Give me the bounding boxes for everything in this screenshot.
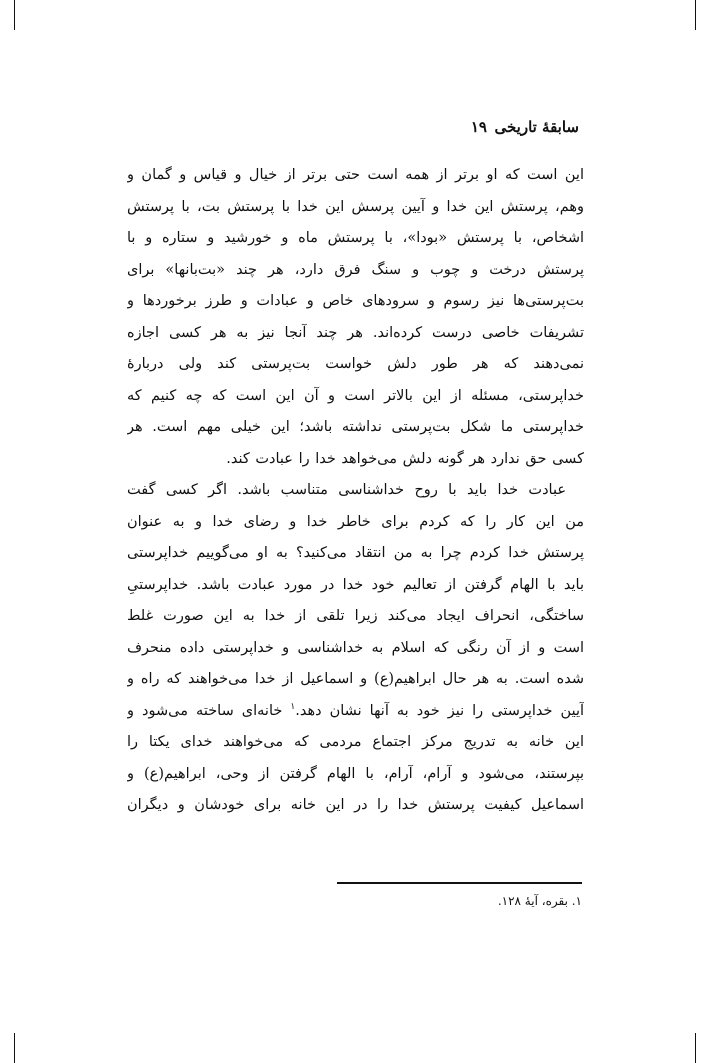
text-line: اشخاص، با پرستش «بودا»، با پرستش ماه و خورشید و ستاره و با [127,230,584,246]
text-line: اسماعیل کیفیت پرستش خدا را در این خانه برای خودشان و دیگران [127,797,584,813]
text-line: ساختگی، انحراف ایجاد می‌کند زیرا تلقی از خدا به این صورت غلط [127,608,584,624]
text-line: بپرستند، می‌شود و آرام، آرام، با الهام گرفتن از وحی، ابراهیم(ع) و [127,765,584,782]
text-line [127,696,584,728]
text-line: این خانه به تدریج مرکز اجتماع مردمی که می‌خواهند خدای یکتا را [127,734,584,750]
text-line: پرستش درخت و چوب و سنگ فرق دارد، هر چند «بت‌بانها» برای [127,261,584,278]
text-line: وهم، پرستش این خدا و آیین پرسش این خدا با پرستش بت، با پرستش [127,198,584,215]
text-line: خداپرستی ما شکل بت‌پرستی نداشته باشد؛ این خیلی مهم است. هر [127,419,584,435]
body-text [127,160,584,822]
footnote-marker[interactable]: ۱ [290,701,296,712]
text-segment: آیین خداپرستی را نیز خود به آنها نشان دهد. [295,702,584,719]
text-line: من این کار را که کردم برای خاطر خدا و رضای خدا و به عنوان [127,513,584,530]
text-line: است و از آن رنگی که اسلام به خداشناسی و خداپرستی داده منحرف [127,639,584,656]
text-line: این است که او برتر از همه است حتی برتر از خیال و قیاس و گمان و [127,167,584,183]
footnote: ۱. بقره، آیهٔ ۱۲۸. [497,894,582,908]
text-line: عبادت خدا باید با روح خداشناسی متناسب باشد. اگر کسی گفت [127,482,566,498]
crop-mark-bottom-left-v [14,1033,15,1063]
running-header [130,118,579,142]
text-line: شده است. به هر حال ابراهیم(ع) و اسماعیل از خدا می‌خواهند که راه و [127,671,584,687]
text-line: خداپرستی، مسئله از این بالاتر است و آن این است که چه کنیم که [127,387,584,404]
text-line: کسی حق ندارد هر گونه دلش می‌خواهد خدا را عبادت کند. [226,450,584,467]
text-line: تشریفات خاصی درست کرده‌اند. هر چند آنجا نیز به هر کسی اجازه [127,324,584,341]
chapter-title: سابقهٔ تاریخی [494,118,579,136]
text-line: پرستش خدا کردم چرا به من انتقاد می‌کنید؟ به او می‌گوییم خداپرستی [127,545,584,561]
crop-mark-top-right-v [695,0,696,30]
page-number: ۱۹ [470,118,487,136]
footnote-separator [337,882,582,884]
text-segment: خانه‌ای ساخته می‌شود و [127,702,283,719]
crop-mark-top-left-v [14,0,15,30]
text-line: باید با الهام گرفتن از تعالیم خود خدا در مورد عبادت باشد. خداپرستیِ [127,576,584,593]
crop-mark-bottom-right-v [695,1033,696,1063]
text-line: نمی‌دهند که هر طور دلش خواست بت‌پرستی کند ولی دربارهٔ [127,356,584,372]
text-line: بت‌پرستی‌ها نیز رسوم و سرودهای خاص و عبادات و طرز برخوردها و [127,293,584,309]
